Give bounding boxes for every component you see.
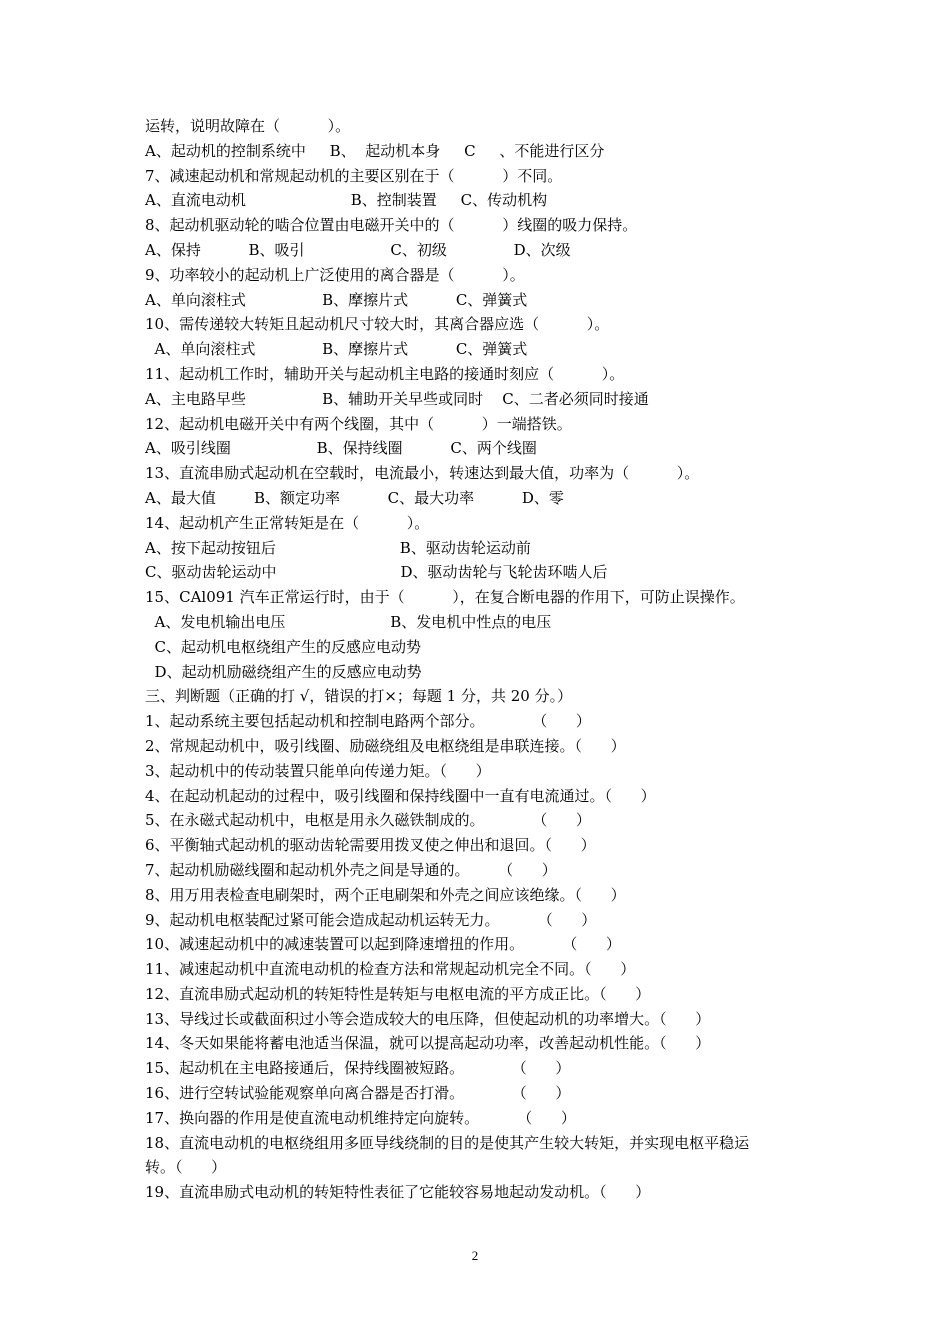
text-line: 9、功率较小的起动机上广泛使用的离合器是（ ）。 [145, 265, 525, 284]
page-number: 2 [471, 1248, 479, 1263]
text-line: 15、起动机在主电路接通后，保持线圈被短路。 （ ） [145, 1059, 571, 1078]
text-line: 运转，说明故障在（ ）。 [145, 117, 351, 135]
text-line: A、保持 B、吸引 C、初级 D、次级 [145, 240, 571, 259]
text-line: 14、冬天如果能将蓄电池适当保温，就可以提高起动功率，改善起动机性能。（ ） [145, 1034, 711, 1053]
text-line: 转。（ ） [145, 1158, 227, 1177]
text-line: A、单向滚柱式 B、摩擦片式 C、弹簧式 [145, 340, 528, 359]
text-line: C、起动机电枢绕组产生的反感应电动势 [145, 637, 422, 656]
exam-text [145, 114, 825, 1205]
text-line: A、主电路早些 B、辅助开关早些或同时 C、二者必须同时接通 [145, 389, 649, 408]
text-line: 19、直流串励式电动机的转矩特性表征了它能较容易地起动发动机。（ ） [145, 1183, 651, 1202]
text-line: A、最大值 B、额定功率 C、最大功率 D、零 [145, 488, 564, 507]
text-line: 4、在起动机起动的过程中，吸引线圈和保持线圈中一直有电流通过。（ ） [145, 786, 656, 805]
text-line: 6、平衡轴式起动机的驱动齿轮需要用拨叉使之伸出和退回。（ ） [145, 836, 596, 855]
text-line: 2、常规起动机中，吸引线圈、励磁绕组及电枢绕组是串联连接。（ ） [145, 736, 626, 755]
text-line: 10、需传递较大转矩且起动机尺寸较大时，其离合器应选（ ）。 [145, 315, 610, 334]
text-line: 7、起动机励磁线圈和起动机外壳之间是导通的。 （ ） [145, 860, 557, 879]
text-line: A、按下起动按钮后 B、驱动齿轮运动前 [145, 538, 531, 557]
text-line: 12、起动机电磁开关中有两个线圈，其中（ ）一端搭铁。 [145, 414, 572, 433]
text-line: D、起动机励磁绕组产生的反感应电动势 [145, 662, 422, 681]
text-line: A、发电机输出电压 B、发电机中性点的电压 [145, 612, 552, 631]
text-line: 14、起动机产生正常转矩是在（ ）。 [145, 513, 430, 532]
text-line: 17、换向器的作用是使直流电动机维持定向旋转。 （ ） [145, 1108, 576, 1127]
text-line: 13、直流串励式起动机在空载时，电流最小，转速达到最大值，功率为（ ）。 [145, 464, 700, 483]
text-line: 5、在永磁式起动机中，电枢是用永久磁铁制成的。 （ ） [145, 811, 591, 830]
text-line: 11、减速起动机中直流电动机的检查方法和常规起动机完全不同。（ ） [145, 960, 636, 979]
text-line: 11、起动机工作时，辅助开关与起动机主电路的接通时刻应（ ）。 [145, 364, 625, 383]
text-line: A、直流电动机 B、控制装置 C、传动机构 [145, 191, 548, 210]
text-line: 8、起动机驱动轮的啮合位置由电磁开关中的（ ）线圈的吸力保持。 [145, 216, 638, 235]
text-line: 12、直流串励式起动机的转矩特性是转矩与电枢电流的平方成正比。（ ） [145, 984, 651, 1003]
text-line: A、吸引线圈 B、保持线圈 C、两个线圈 [145, 439, 537, 458]
text-line: 13、导线过长或截面积过小等会造成较大的电压降，但使起动机的功率增大。（ ） [145, 1009, 711, 1028]
text-line: 15、CAl091 汽车正常运行时，由于（ ），在复合断电器的作用下，可防止误操作。 [145, 588, 745, 607]
text-line: 18、直流电动机的电枢绕组用多匝导线绕制的目的是使其产生较大转矩，并实现电枢平稳运 [145, 1133, 750, 1152]
text-line: 3、起动机中的传动装置只能单向传递力矩。（ ） [145, 761, 491, 780]
text-line: 9、起动机电枢装配过紧可能会造成起动机运转无力。 （ ） [145, 910, 597, 929]
text-line: 7、减速起动机和常规起动机的主要区别在于（ ）不同。 [145, 166, 563, 185]
text-line: A、起动机的控制系统中 B、 起动机本身 C 、不能进行区分 [145, 141, 605, 160]
text-line: 1、起动系统主要包括起动机和控制电路两个部分。 （ ） [145, 712, 591, 731]
text-line: 10、减速起动机中的减速装置可以起到降速增扭的作用。 （ ） [145, 935, 621, 954]
text-line: 16、进行空转试验能观察单向离合器是否打滑。 （ ） [145, 1084, 571, 1103]
text-line: A、单向滚柱式 B、摩擦片式 C、弹簧式 [145, 290, 528, 309]
text-line: C、驱动齿轮运动中 D、驱动齿轮与飞轮齿环啮人后 [145, 563, 608, 582]
text-line: 三、判断题（正确的打 √，错误的打×；每题 1 分，共 20 分。） [145, 687, 573, 706]
text-line: 8、用万用表检查电刷架时，两个正电刷架和外壳之间应该绝缘。（ ） [145, 885, 626, 904]
